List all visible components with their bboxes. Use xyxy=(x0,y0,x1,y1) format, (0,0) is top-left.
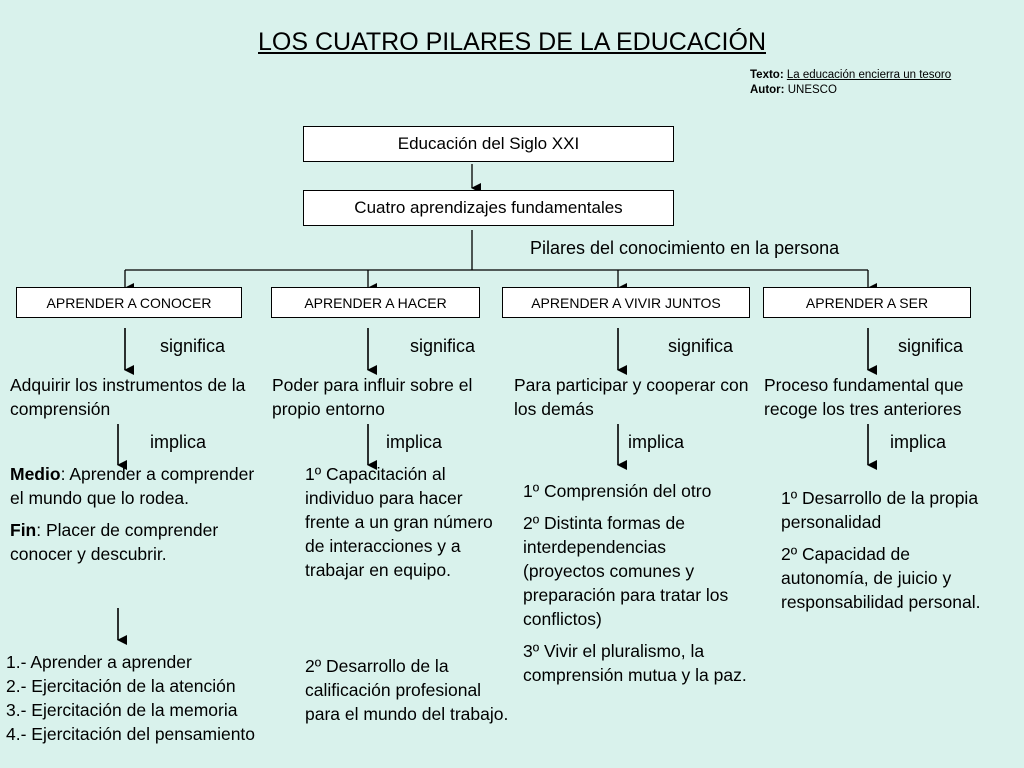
medio-label: Medio xyxy=(10,464,61,484)
autor-value: UNESCO xyxy=(787,84,837,96)
list-item: 2º Distinta formas de interdependencias (proyectos comunes y preparación para tratar los conflictos) xyxy=(523,513,729,629)
list-item: 1º Comprensión del otro xyxy=(523,481,712,501)
hacer-item-2: 2º Desarrollo de la calificación profesional para el mundo del trabajo. xyxy=(305,656,509,724)
significa-label-4: significa xyxy=(898,336,964,356)
medio-paragraph xyxy=(10,462,255,510)
pillar-box-conocer: APRENDER A CONOCER xyxy=(16,287,242,318)
list-item: 1.- Aprender a aprender xyxy=(6,652,192,672)
implica-label-2: implica xyxy=(386,432,443,452)
meaning-hacer: Poder para influir sobre el propio entorno xyxy=(272,375,473,419)
list-item: 2º Capacidad de autonomía, de juicio y responsabilidad personal. xyxy=(781,544,981,612)
ser-details xyxy=(781,486,981,614)
texto-value: La educación encierra un tesoro xyxy=(786,69,952,81)
pillar-box-hacer: APRENDER A HACER xyxy=(271,287,480,318)
fin-label: Fin xyxy=(10,520,37,540)
fin-paragraph xyxy=(10,518,255,566)
implica-label-1: implica xyxy=(150,432,207,452)
medio-text: : Aprender a comprender el mundo que lo rodea. xyxy=(10,464,255,508)
page-title: LOS CUATRO PILARES DE LA EDUCACIÓN xyxy=(258,28,766,56)
meaning-conocer: Adquirir los instrumentos de la comprensión xyxy=(10,375,246,419)
implica-label-3: implica xyxy=(628,432,685,452)
pillar-box-vivir-juntos: APRENDER A VIVIR JUNTOS xyxy=(502,287,750,318)
meaning-ser: Proceso fundamental que recoge los tres anteriores xyxy=(764,375,964,419)
pillar-box-ser: APRENDER A SER xyxy=(763,287,971,318)
list-item: 2.- Ejercitación de la atención xyxy=(6,676,236,696)
top-box: Educación del Siglo XXI xyxy=(303,126,674,162)
texto-label: Texto: xyxy=(750,69,784,81)
significa-label-2: significa xyxy=(410,336,476,356)
significa-label-1: significa xyxy=(160,336,226,356)
significa-label-3: significa xyxy=(668,336,734,356)
meaning-vivir-juntos: Para participar y cooperar con los demás xyxy=(514,375,749,419)
fin-text: : Placer de comprender conocer y descubrir. xyxy=(10,520,219,564)
second-box: Cuatro aprendizajes fundamentales xyxy=(303,190,674,226)
hacer-item-1: 1º Capacitación al individuo para hacer frente a un gran número de interacciones y a trabajar en equipo. xyxy=(305,464,493,580)
implica-label-4: implica xyxy=(890,432,947,452)
list-item: 3.- Ejercitación de la memoria xyxy=(6,700,238,720)
credits xyxy=(750,68,951,98)
conocer-details xyxy=(10,462,255,566)
conocer-list xyxy=(6,650,296,746)
list-item: 4.- Ejercitación del pensamiento xyxy=(6,724,256,744)
list-item: 3º Vivir el pluralismo, la comprensión mutua y la paz. xyxy=(523,641,747,685)
autor-label: Autor: xyxy=(750,84,785,96)
vivir-juntos-details xyxy=(523,479,748,687)
list-item: 1º Desarrollo de la propia personalidad xyxy=(781,488,979,532)
branch-label: Pilares del conocimiento en la persona xyxy=(530,238,840,258)
